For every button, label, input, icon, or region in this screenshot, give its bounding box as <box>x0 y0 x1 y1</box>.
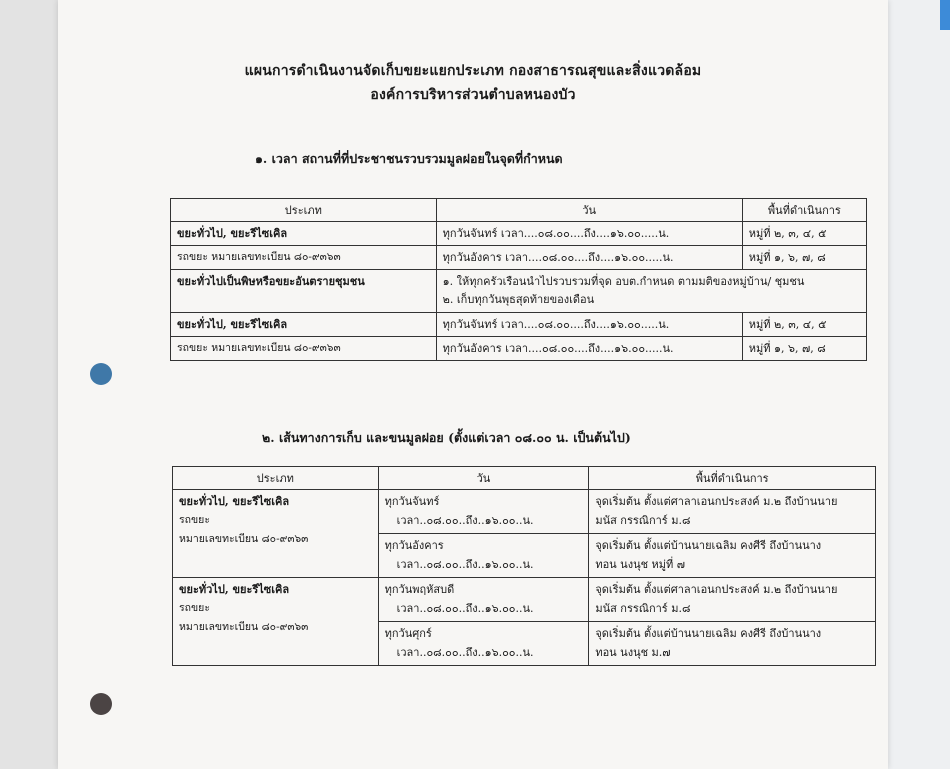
route-end: มนัส กรรณิการ์ ม.๘ <box>595 602 691 615</box>
route-end: ทอน นงนุช หมู่ที่ ๗ <box>595 558 686 571</box>
column-header-day: วัน <box>378 467 589 490</box>
day-cell: ทุกวันอังคาร เวลา....๐๘.๐๐....ถึง....๑๖.๐๐.....น. <box>436 246 742 270</box>
viewer-right-edge <box>888 0 950 769</box>
day-cell: ทุกวันอังคาร เวลา....๐๘.๐๐....ถึง....๑๖.๐๐.....น. <box>436 337 742 361</box>
table-row <box>173 490 876 534</box>
area-cell: หมู่ที่ ๒, ๓, ๔, ๕ <box>742 222 866 246</box>
document-subtitle: องค์การบริหารส่วนตำบลหนองบัว <box>370 87 576 103</box>
column-header-type: ประเภท <box>171 199 437 222</box>
route-end: ทอน นงนุช ม.๗ <box>595 646 671 659</box>
table-header-row <box>171 199 867 222</box>
type-cell: รถขยะ หมายเลขทะเบียน ๘๐-๙๓๖๓ <box>171 337 437 361</box>
area-cell <box>589 578 876 622</box>
route-start: จุดเริ่มต้น ตั้งแต่ศาลาเอนกประสงค์ ม.๒ ถึงบ้านนาย <box>595 495 838 508</box>
route-end: มนัส กรรณิการ์ ม.๘ <box>595 514 691 527</box>
type-cell: ขยะทั่วไป, ขยะรีไซเคิล <box>171 313 437 337</box>
document-title: แผนการดำเนินงานจัดเก็บขยะแยกประเภท กองสาธารณสุขและสิ่งแวดล้อม <box>244 63 702 79</box>
section2-heading: ๒. เส้นทางการเก็บ และขนมูลฝอย (ตั้งแต่เวลา ๐๘.๐๐ น. เป็นต้นไป) <box>262 430 631 445</box>
truck-label: รถขยะ <box>179 602 210 614</box>
scroll-indicator <box>940 0 950 30</box>
day-cell: ทุกวันจันทร์ เวลา....๐๘.๐๐....ถึง....๑๖.๐๐.....น. <box>436 313 742 337</box>
punch-hole-bottom <box>90 693 112 715</box>
table-row <box>171 270 867 313</box>
table-row <box>173 578 876 622</box>
hazard-instruction-1: ๑. ให้ทุกครัวเรือนนำไปรวบรวมที่จุด อบต.กำหนด ตามมติของหมู่บ้าน/ ชุมชน <box>442 275 805 288</box>
day-name: ทุกวันพฤหัสบดี <box>384 583 455 596</box>
day-name: ทุกวันจันทร์ <box>384 495 440 508</box>
area-cell: หมู่ที่ ๒, ๓, ๔, ๕ <box>742 313 866 337</box>
type-cell <box>173 490 379 578</box>
type-cell: ขยะทั่วไป, ขยะรีไซเคิล <box>171 222 437 246</box>
time-range: เวลา..๐๘.๐๐..ถึง..๑๖.๐๐..น. <box>396 558 534 571</box>
table-row <box>171 246 867 270</box>
area-cell: หมู่ที่ ๑, ๖, ๗, ๘ <box>742 246 866 270</box>
route-start: จุดเริ่มต้น ตั้งแต่ศาลาเอนกประสงค์ ม.๒ ถึงบ้านนาย <box>595 583 838 596</box>
day-cell <box>378 622 589 666</box>
section1-heading: ๑. เวลา สถานที่ที่ประชาชนรวบรวมมูลฝอยในจุดที่กำหนด <box>255 151 563 166</box>
hazard-instruction-2: ๒. เก็บทุกวันพุธสุดท้ายของเดือน <box>442 293 595 306</box>
table-row <box>171 222 867 246</box>
type-cell: ขยะทั่วไปเป็นพิษหรือขยะอันตรายชุมชน <box>171 270 437 313</box>
time-range: เวลา..๐๘.๐๐..ถึง..๑๖.๐๐..น. <box>396 602 534 615</box>
truck-plate: หมายเลขทะเบียน ๘๐-๙๓๖๓ <box>179 621 309 633</box>
area-cell <box>589 490 876 534</box>
day-cell <box>378 578 589 622</box>
column-header-area: พื้นที่ดำเนินการ <box>589 467 876 490</box>
column-header-day: วัน <box>436 199 742 222</box>
punch-hole-top <box>90 363 112 385</box>
hazard-instructions-cell <box>436 270 866 313</box>
day-name: ทุกวันอังคาร <box>384 539 444 552</box>
area-cell <box>589 534 876 578</box>
day-cell: ทุกวันจันทร์ เวลา....๐๘.๐๐....ถึง....๑๖.๐๐.....น. <box>436 222 742 246</box>
day-cell <box>378 490 589 534</box>
type-cell <box>173 578 379 666</box>
time-range: เวลา..๐๘.๐๐..ถึง..๑๖.๐๐..น. <box>396 646 534 659</box>
table-row <box>171 337 867 361</box>
route-start: จุดเริ่มต้น ตั้งแต่บ้านนายเฉลิม คงศีรี ถึงบ้านนาง <box>595 627 822 640</box>
table-header-row <box>173 467 876 490</box>
route-start: จุดเริ่มต้น ตั้งแต่บ้านนายเฉลิม คงศีรี ถึงบ้านนาง <box>595 539 822 552</box>
truck-plate: หมายเลขทะเบียน ๘๐-๙๓๖๓ <box>179 533 309 545</box>
truck-label: รถขยะ <box>179 514 210 526</box>
type-cell: รถขยะ หมายเลขทะเบียน ๘๐-๙๓๖๓ <box>171 246 437 270</box>
column-header-type: ประเภท <box>173 467 379 490</box>
collection-point-table <box>170 198 867 361</box>
day-cell <box>378 534 589 578</box>
waste-type: ขยะทั่วไป, ขยะรีไซเคิล <box>179 495 290 508</box>
area-cell: หมู่ที่ ๑, ๖, ๗, ๘ <box>742 337 866 361</box>
table-row <box>171 313 867 337</box>
time-range: เวลา..๐๘.๐๐..ถึง..๑๖.๐๐..น. <box>396 514 534 527</box>
column-header-area: พื้นที่ดำเนินการ <box>742 199 866 222</box>
collection-route-table <box>172 466 876 666</box>
area-cell <box>589 622 876 666</box>
day-name: ทุกวันศุกร์ <box>384 627 432 640</box>
waste-type: ขยะทั่วไป, ขยะรีไซเคิล <box>179 583 290 596</box>
